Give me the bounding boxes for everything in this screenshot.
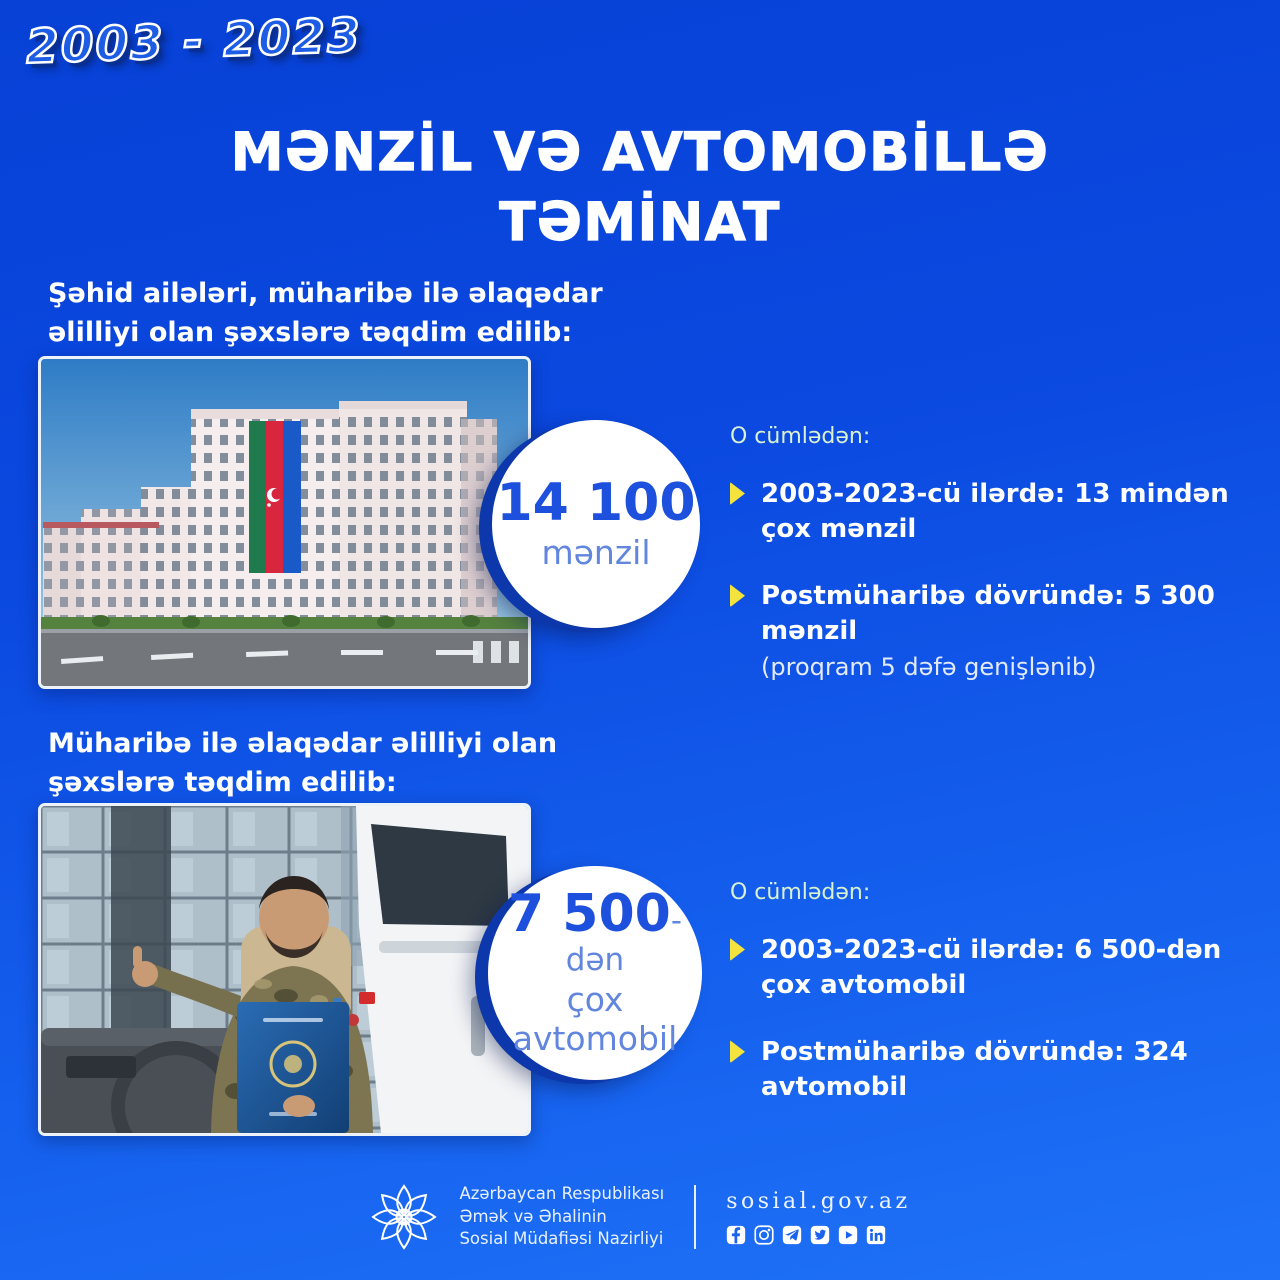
ministry-name — [459, 1183, 664, 1251]
apartment-buildings-photo — [38, 356, 531, 689]
list-item — [730, 933, 1275, 1003]
site-url[interactable]: sosial.gov.az — [726, 1189, 911, 1214]
period-badge: 2003 - 2023 — [25, 8, 363, 75]
footer — [0, 1182, 1280, 1252]
social-icons-row — [726, 1225, 910, 1245]
car-count-suffix: -dən — [565, 903, 683, 978]
housing-details-title: O cümlədən: — [730, 424, 871, 449]
twitter-icon[interactable] — [810, 1225, 830, 1245]
car-count-label: çox avtomobil — [512, 979, 678, 1059]
list-item — [730, 477, 1275, 547]
ministry-name-line3: Sosial Müdafiəsi Nazirliyi — [459, 1229, 664, 1249]
housing-count-badge — [492, 420, 700, 628]
ministry-name-line2: Əmək və Əhalinin — [459, 1206, 607, 1226]
instagram-icon[interactable] — [754, 1225, 774, 1245]
list-item — [730, 579, 1275, 683]
car-count-value: 7 500 — [507, 884, 671, 945]
veteran-car-photo — [38, 803, 531, 1136]
page-title-line1: MƏNZİL VƏ AVTOMOBİLLƏ — [230, 122, 1050, 183]
footer-divider — [694, 1185, 696, 1249]
housing-count-label: mənzil — [541, 532, 651, 572]
section1-heading: Şəhid ailələri, müharibə ilə əlaqədar əlilliyi olan şəxslərə təqdim edilib: — [48, 278, 603, 349]
bullet-note: (proqram 5 dəfə genişlənib) — [761, 653, 1097, 682]
car-details — [730, 880, 1275, 1137]
housing-count-value: 14 100 — [496, 472, 696, 533]
car-details-title: O cümlədən: — [730, 880, 871, 905]
list-item — [730, 1035, 1275, 1105]
bullet-arrow-icon — [730, 584, 745, 607]
linkedin-icon[interactable] — [866, 1225, 886, 1245]
apartment-buildings-illustration — [41, 359, 528, 686]
car-count-badge — [488, 866, 702, 1080]
page-title-line2: TƏMİNAT — [499, 191, 781, 253]
bullet-arrow-icon — [730, 938, 745, 961]
bullet-text: Postmüharibə dövründə: 324 avtomobil — [761, 1037, 1188, 1103]
veteran-car-illustration — [41, 806, 528, 1133]
youtube-icon[interactable] — [838, 1225, 858, 1245]
bullet-text: 2003-2023-cü ilərdə: 13 mindən çox mənzil — [761, 479, 1229, 545]
section2-heading: Müharibə ilə əlaqədar əlilliyi olan şəxslərə təqdim edilib: — [48, 728, 558, 799]
bullet-arrow-icon — [730, 1040, 745, 1063]
site-block — [726, 1189, 910, 1245]
housing-details — [730, 424, 1275, 716]
facebook-icon[interactable] — [726, 1225, 746, 1245]
bullet-arrow-icon — [730, 482, 745, 505]
page-title — [0, 118, 1280, 258]
bullet-text: 2003-2023-cü ilərdə: 6 500-dən çox avtomobil — [761, 935, 1222, 1001]
telegram-icon[interactable] — [782, 1225, 802, 1245]
bullet-text: Postmüharibə dövründə: 5 300 mənzil — [761, 581, 1215, 647]
ministry-emblem-icon — [369, 1182, 439, 1252]
ministry-name-line1: Azərbaycan Respublikası — [459, 1183, 665, 1203]
